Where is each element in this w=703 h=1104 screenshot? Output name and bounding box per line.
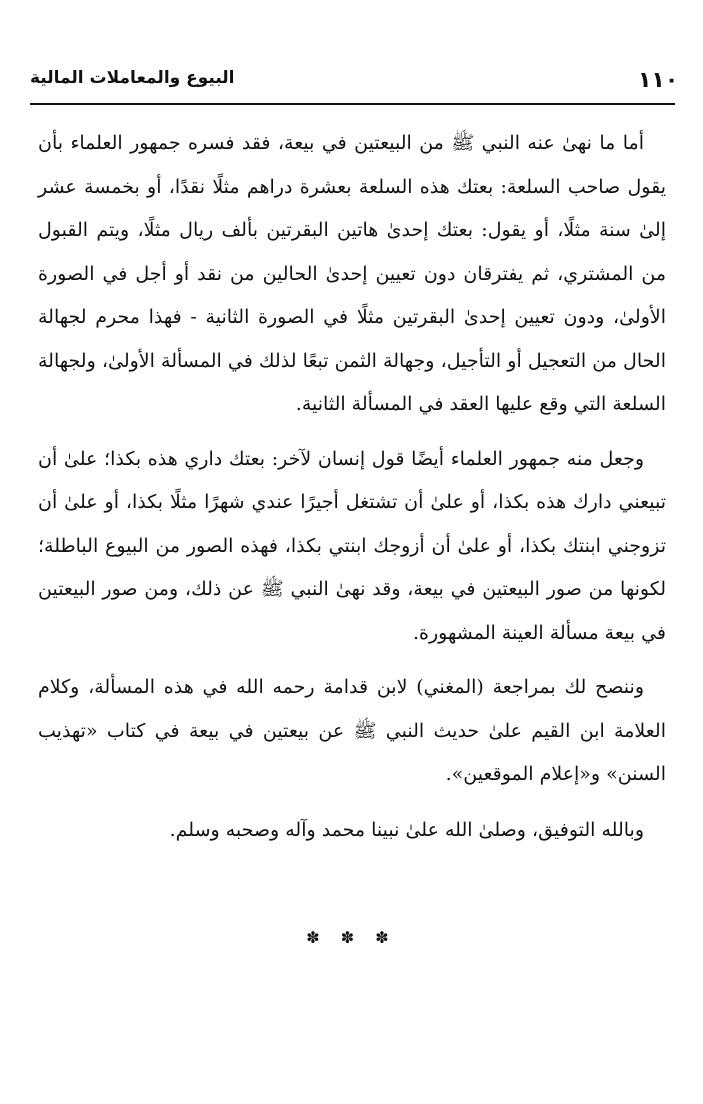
paragraph-closing: وبالله التوفيق، وصلىٰ الله علىٰ نبينا محمد وآله وصحبه وسلم. — [169, 818, 644, 841]
paragraph-references: وننصح لك بمراجعة (المغني) لابن قدامة رحمه الله في هذه المسألة، وكلام العلامة ابن القيم علىٰ حديث النبي ﷺ عن بيعتين في بيعة في كتاب «تهذيب السنن» و«إعلام الموقعين». — [38, 676, 666, 785]
paragraph-bay-atain-definition: أما ما نهىٰ عنه النبي ﷺ من البيعتين في بيعة، فقد فسره جمهور العلماء بأن يقول صاحب السلعة: بعتك هذه السلعة بعشرة دراهم مثلًا نقدًا، أو بخمسة عشر إلىٰ سنة مثلًا، أو يقول: بعتك إحدىٰ هاتين البقرتين بألف ريال مثلًا، ويتم القبول من المشتري، ثم يفترقان دون تعيين إحدىٰ الحالين من نقد أو أجل في الصورة الأولىٰ، ودون تعيين إحدىٰ البقرتين مثلًا في الصورة الثانية - فهذا محرم لجهالة الحال من التعجيل أو التأجيل، وجهالة الثمن تبعًا لذلك في المسألة الأولىٰ، ولجهالة السلعة التي وقع عليها العقد في المسألة الثانية. — [38, 132, 666, 415]
section-separator: ✽ ✽ ✽ — [306, 928, 397, 947]
page-body — [38, 122, 666, 852]
running-title: البيوع والمعاملات المالية — [30, 68, 235, 88]
page-header — [30, 60, 679, 100]
paragraph-other-forms: وجعل منه جمهور العلماء أيضًا قول إنسان لآخر: بعتك داري هذه بكذا؛ علىٰ أن تبيعني دارك هذه بكذا، أو علىٰ أن تشتغل أجيرًا عندي شهرًا مثلًا بكذا، أو علىٰ أن تزوجني ابنتك بكذا، أو علىٰ أن أزوجك ابنتي بكذا، فهذه الصور من البيوع الباطلة؛ لكونها من صور البيعتين في بيعة، وقد نهىٰ النبي ﷺ عن ذلك، ومن صور البيعتين في بيعة مسألة العينة المشهورة. — [38, 447, 666, 644]
header-divider — [30, 103, 675, 105]
page-number: ١١٠ — [638, 68, 679, 93]
